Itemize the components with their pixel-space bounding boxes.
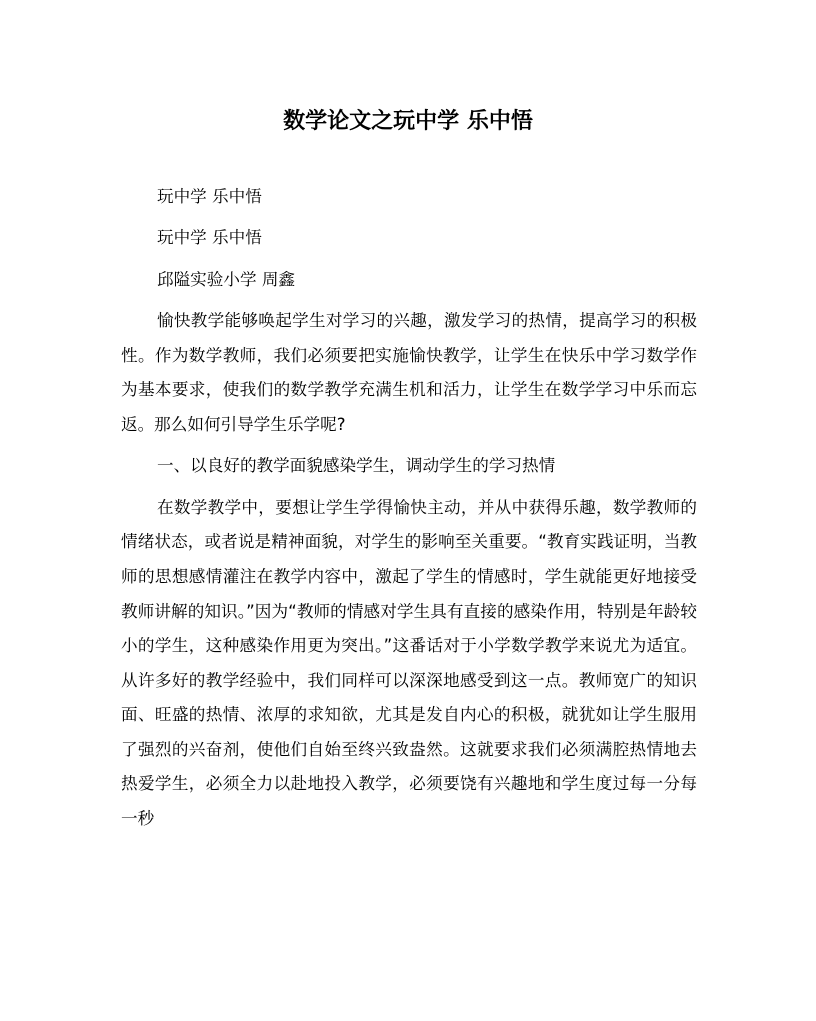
paragraph-subtitle-1: 玩中学 乐中悟 [157, 187, 262, 206]
paragraph-section-heading: 一、以良好的教学面貌感染学生，调动学生的学习热情 [157, 456, 556, 476]
paragraph-subtitle-2: 玩中学 乐中悟 [157, 228, 262, 248]
document-title: 数学论文之玩中学 乐中悟 [283, 108, 533, 134]
paragraph-author: 邱隘实验小学 周鑫 [157, 269, 296, 289]
paragraph-body: 在数学教学中，要想让学生学得愉快主动，并从中获得乐趣，数学教师的情绪状态，或者说是精神面貌，对学生的影响至关重要。“教育实践证明，当教师的思想感情灌注在教学内容中，激起了学生的情感时，学生就能更好地接受教师讲解的知识。”因为“教师的情感对学生具有直接的感染作用，特别是年龄较小的学生，这种感染作用更为突出。”这番话对于小学数学教学来说尤为适宜。从许多好的教学经验中，我们同样可以深深地感受到这一点。教师宽广的知识面、旺盛的热情、浓厚的求知欲，尤其是发自内心的积极，就犹如让学生服用了强烈的兴奋剂，使他们自始至终兴致盎然。这就要求我们必须满腔热情地去热爱学生，必须全力以赴地投入教学，必须要饶有兴趣地和学生度过每一分每一秒 [121, 497, 697, 829]
paragraph-intro: 愉快教学能够唤起学生对学习的兴趣，激发学习的热情，提高学习的积极性。作为数学教师，我们必须要把实施愉快教学，让学生在快乐中学习数学作为基本要求，使我们的数学教学充满生机和活力，让学生在数学学习中乐而忘返。那么如何引导学生乐学呢? [121, 311, 697, 434]
document-body [121, 180, 697, 843]
